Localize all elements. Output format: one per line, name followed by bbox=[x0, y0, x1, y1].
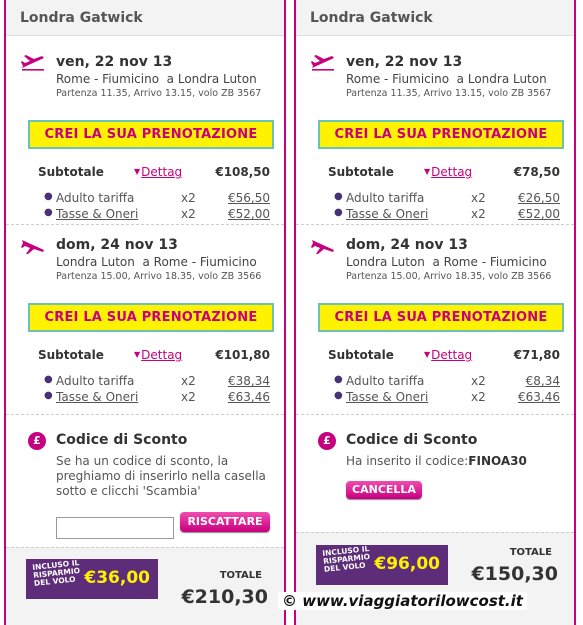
pound-icon: £ bbox=[318, 432, 336, 450]
details-link[interactable] bbox=[134, 165, 182, 179]
fare-line bbox=[334, 390, 560, 406]
fare-line-label: Adulto tariffa bbox=[56, 374, 135, 388]
discount-applied-prefix: Ha inserito il codice: bbox=[346, 454, 469, 468]
savings-badge bbox=[26, 559, 158, 599]
flight-detail: Partenza 15.00, Arrivo 18.35, volo ZB 3566 bbox=[346, 271, 552, 282]
taxes-link[interactable]: Tasse & Oneri bbox=[56, 207, 139, 221]
discount-section bbox=[6, 432, 284, 547]
fare-line-amount[interactable]: €63,46 bbox=[228, 390, 270, 404]
subtotal-label: Subtotale bbox=[328, 348, 394, 362]
discount-instructions: Se ha un codice di sconto, la preghiamo di inserirlo nella casella sotto e clicchi 'Scambia' bbox=[56, 454, 266, 498]
book-button[interactable]: CREI LA SUA PRENOTAZIONE bbox=[28, 303, 274, 332]
flight-route: Rome - Fiumicino a Londra Luton bbox=[56, 72, 257, 86]
flight-detail: Partenza 11.35, Arrivo 13.15, volo ZB 3567 bbox=[346, 88, 552, 99]
taxes-link[interactable]: Tasse & Oneri bbox=[346, 207, 429, 221]
flight-detail: Partenza 15.00, Arrivo 18.35, volo ZB 3566 bbox=[56, 271, 262, 282]
triangle-down-icon: ▼ bbox=[134, 167, 141, 176]
fare-line-qty: x2 bbox=[471, 207, 486, 221]
fare-line-amount[interactable]: €8,34 bbox=[525, 374, 560, 388]
subtotal-value: €78,50 bbox=[513, 165, 560, 179]
discount-section bbox=[296, 432, 574, 532]
fare-line-qty: x2 bbox=[181, 390, 196, 404]
bullet-icon: ● bbox=[44, 374, 53, 385]
flight-outbound bbox=[296, 36, 574, 225]
plane-takeoff-icon bbox=[310, 54, 336, 72]
fare-line bbox=[44, 374, 270, 390]
fare-line-amount[interactable]: €52,00 bbox=[228, 207, 270, 221]
discount-code: FINOA30 bbox=[468, 454, 527, 468]
fare-line-label: Adulto tariffa bbox=[56, 191, 135, 205]
fare-line-qty: x2 bbox=[181, 191, 196, 205]
fare-line-amount[interactable]: €26,50 bbox=[518, 191, 560, 205]
fare-line-amount[interactable]: €56,50 bbox=[228, 191, 270, 205]
book-button[interactable]: CREI LA SUA PRENOTAZIONE bbox=[318, 303, 564, 332]
plane-takeoff-icon bbox=[20, 54, 46, 72]
fare-line-qty: x2 bbox=[471, 390, 486, 404]
discount-title: Codice di Sconto bbox=[346, 432, 478, 448]
pound-icon: £ bbox=[28, 432, 46, 450]
flight-detail: Partenza 11.35, Arrivo 13.15, volo ZB 3567 bbox=[56, 88, 262, 99]
fare-line-qty: x2 bbox=[181, 374, 196, 388]
column-header: Londra Gatwick bbox=[296, 0, 574, 36]
bullet-icon: ● bbox=[44, 191, 53, 202]
flight-return bbox=[6, 225, 284, 415]
fare-line bbox=[44, 191, 270, 207]
taxes-link[interactable]: Tasse & Oneri bbox=[56, 390, 139, 404]
fare-column-left bbox=[4, 0, 286, 625]
flight-date: ven, 22 nov 13 bbox=[346, 54, 463, 70]
cancel-discount-button[interactable]: CANCELLA bbox=[346, 481, 422, 499]
total-bar bbox=[6, 547, 284, 625]
fare-line-amount[interactable]: €52,00 bbox=[518, 207, 560, 221]
fare-line-label: Adulto tariffa bbox=[346, 374, 425, 388]
triangle-down-icon: ▼ bbox=[134, 350, 141, 359]
fare-line-qty: x2 bbox=[181, 207, 196, 221]
subtotal-value: €71,80 bbox=[513, 348, 560, 362]
triangle-down-icon: ▼ bbox=[424, 167, 431, 176]
subtotal-label: Subtotale bbox=[38, 165, 104, 179]
fare-line bbox=[334, 207, 560, 223]
details-link[interactable] bbox=[424, 348, 472, 362]
details-link-label: Dettag bbox=[431, 348, 473, 362]
flight-date: ven, 22 nov 13 bbox=[56, 54, 173, 70]
discount-code-input[interactable] bbox=[56, 517, 174, 539]
details-link-label: Dettag bbox=[141, 165, 183, 179]
book-button[interactable]: CREI LA SUA PRENOTAZIONE bbox=[28, 120, 274, 149]
triangle-down-icon: ▼ bbox=[424, 350, 431, 359]
plane-landing-icon bbox=[20, 237, 46, 255]
discount-title: Codice di Sconto bbox=[56, 432, 188, 448]
details-link[interactable] bbox=[134, 348, 182, 362]
subtotal-value: €101,80 bbox=[215, 348, 270, 362]
flight-route: Londra Luton a Rome - Fiumicino bbox=[56, 255, 257, 269]
details-link[interactable] bbox=[424, 165, 472, 179]
savings-value: €96,00 bbox=[374, 554, 440, 574]
flight-outbound bbox=[6, 36, 284, 225]
total-label: TOTALE bbox=[219, 570, 262, 581]
fare-line-qty: x2 bbox=[471, 191, 486, 205]
fare-line bbox=[334, 374, 560, 390]
watermark: © www.viaggiatorilowcost.it bbox=[278, 592, 527, 610]
book-button[interactable]: CREI LA SUA PRENOTAZIONE bbox=[318, 120, 564, 149]
fare-line-amount[interactable]: €63,46 bbox=[518, 390, 560, 404]
details-link-label: Dettag bbox=[431, 165, 473, 179]
flight-return bbox=[296, 225, 574, 415]
savings-label: INCLUSO IL RISPARMIO DEL VOLO bbox=[321, 544, 371, 574]
flight-date: dom, 24 nov 13 bbox=[346, 237, 468, 253]
fare-line-qty: x2 bbox=[471, 374, 486, 388]
bullet-icon: ● bbox=[334, 191, 343, 202]
fare-line-label: Adulto tariffa bbox=[346, 191, 425, 205]
fare-line bbox=[44, 390, 270, 406]
subtotal-label: Subtotale bbox=[38, 348, 104, 362]
bullet-icon: ● bbox=[334, 374, 343, 385]
fare-line bbox=[334, 191, 560, 207]
bullet-icon: ● bbox=[334, 390, 343, 401]
bullet-icon: ● bbox=[44, 390, 53, 401]
savings-badge bbox=[316, 545, 448, 585]
column-header: Londra Gatwick bbox=[6, 0, 284, 36]
savings-value: €36,00 bbox=[84, 568, 150, 588]
flight-date: dom, 24 nov 13 bbox=[56, 237, 178, 253]
bullet-icon: ● bbox=[44, 207, 53, 218]
flight-route: Rome - Fiumicino a Londra Luton bbox=[346, 72, 547, 86]
redeem-button[interactable]: RISCATTARE bbox=[180, 512, 270, 532]
flight-route: Londra Luton a Rome - Fiumicino bbox=[346, 255, 547, 269]
taxes-link[interactable]: Tasse & Oneri bbox=[346, 390, 429, 404]
total-label: TOTALE bbox=[509, 547, 552, 558]
total-value: €210,30 bbox=[181, 586, 268, 608]
total-bar bbox=[296, 532, 574, 625]
savings-label: INCLUSO IL RISPARMIO DEL VOLO bbox=[31, 558, 81, 588]
bullet-icon: ● bbox=[334, 207, 343, 218]
subtotal-value: €108,50 bbox=[215, 165, 270, 179]
fare-column-right bbox=[294, 0, 576, 625]
discount-applied-text bbox=[346, 454, 566, 469]
details-link-label: Dettag bbox=[141, 348, 183, 362]
subtotal-label: Subtotale bbox=[328, 165, 394, 179]
plane-landing-icon bbox=[310, 237, 336, 255]
total-value: €150,30 bbox=[471, 563, 558, 585]
fare-line-amount[interactable]: €38,34 bbox=[228, 374, 270, 388]
fare-line bbox=[44, 207, 270, 223]
